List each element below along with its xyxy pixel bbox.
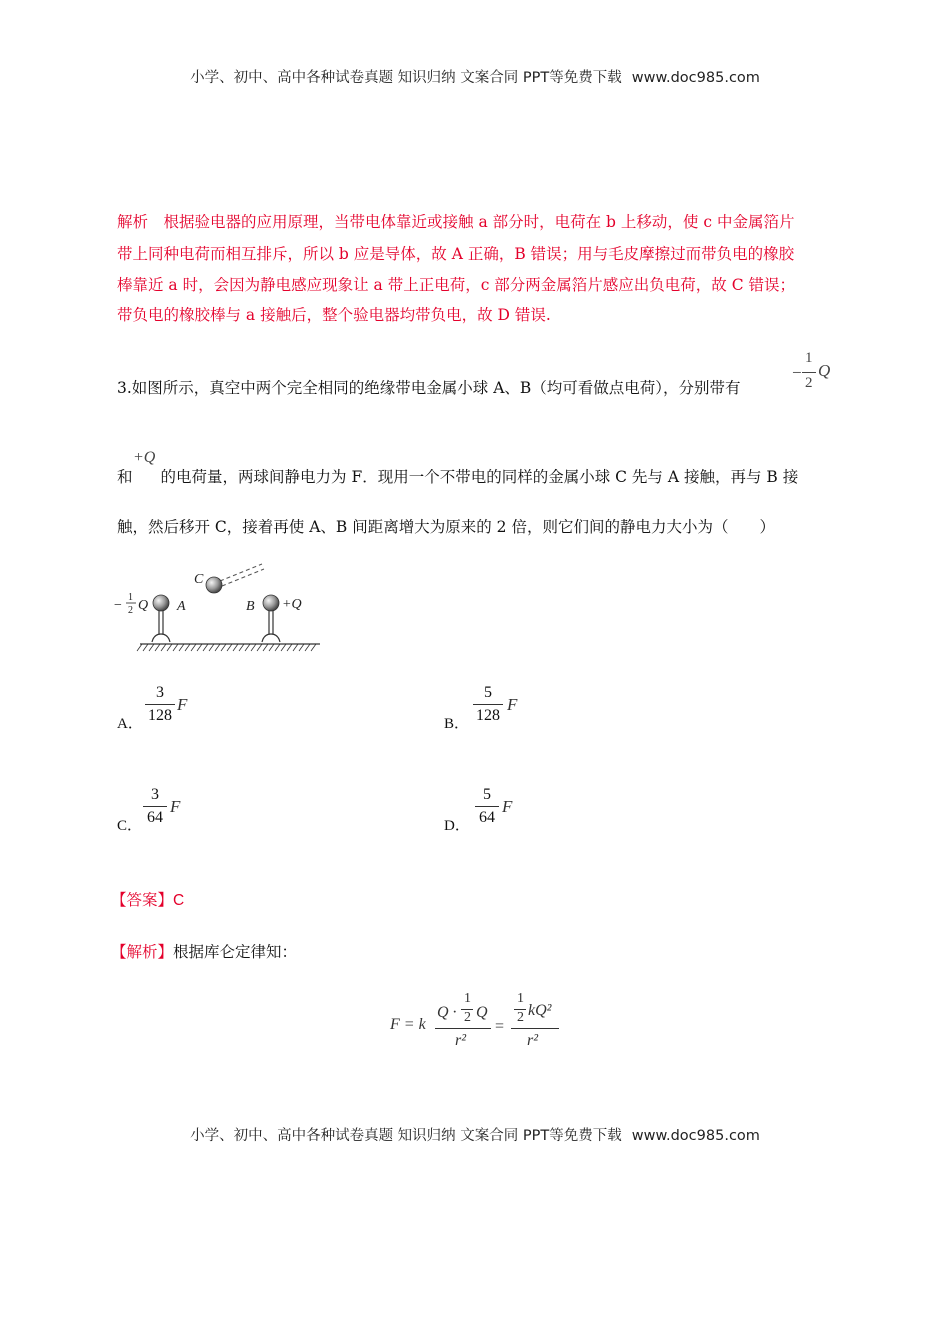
analysis-label: 解析 <box>117 213 149 231</box>
header-text: 小学、初中、高中各种试卷真题 知识归纳 文案合同 PPT等免费下载 <box>190 70 622 86</box>
figure-charged-spheres <box>110 556 330 666</box>
label-b: B <box>246 599 255 614</box>
option-a-fraction: 3 128 <box>145 684 175 725</box>
analysis-line-4: 带负电的橡胶棒与 a 接触后，整个验电器均带负电，故 D 错误. <box>117 306 551 324</box>
question-line-1: 3.如图所示，真空中两个完全相同的绝缘带电金属小球 A、B（均可看做点电荷），分别带有 <box>117 379 741 397</box>
footer-url[interactable]: www.doc985.com <box>631 1128 760 1144</box>
answer-label: 【答案】 <box>111 891 174 909</box>
sphere-b <box>263 595 279 611</box>
page-footer <box>0 1124 950 1145</box>
footer-text: 小学、初中、高中各种试卷真题 知识归纳 文案合同 PPT等免费下载 <box>190 1128 622 1144</box>
svg-text:−: − <box>114 598 122 613</box>
sphere-c <box>206 577 222 593</box>
header-url[interactable]: www.doc985.com <box>631 70 760 86</box>
answer-value: C <box>173 892 185 909</box>
analysis-line-3: 棒靠近 a 时，会因为静电感应现象让 a 带上正电荷，c 部分两金属箔片感应出负电荷，故 C 错误； <box>117 276 796 294</box>
solution-label: 【解析】 <box>111 943 174 961</box>
svg-text:1: 1 <box>128 592 133 603</box>
coulomb-equation: F = k Q · 1 2 Q r² = 1 2 kQ² r² <box>385 988 585 1058</box>
option-c-fraction: 3 64 <box>143 786 167 827</box>
label-a: A <box>177 599 186 614</box>
solution-line: 【解析】根据库仑定律知： <box>111 943 298 961</box>
question-line-3: 触，然后移开 C，接着再使 A、B 间距离增大为原来的 2 倍，则它们间的静电力大小为（ ） <box>117 518 775 536</box>
sphere-a <box>153 595 169 611</box>
svg-text:2: 2 <box>128 605 133 616</box>
question-charge-b: +Q <box>133 449 156 466</box>
answer-line <box>111 888 184 910</box>
question-line-2: 和 的电荷量，两球间静电力为 F．现用一个不带电的同样的金属小球 C 先与 A 接触，再与 B 接 <box>117 468 799 486</box>
analysis-line-1: 解析 根据验电器的应用原理，当带电体靠近或接触 a 部分时，电荷在 b 上移动，使 c 中金属箔片 <box>117 213 795 231</box>
option-b-fraction: 5 128 <box>473 684 503 725</box>
label-c: C <box>194 572 204 587</box>
svg-text:Q: Q <box>138 598 149 613</box>
analysis-line-2: 带上同种电荷而相互排斥，所以 b 应是导体，故 A 正确，B 错误；用与毛皮摩擦过而带负电的橡胶 <box>117 245 795 263</box>
page-header <box>0 66 950 87</box>
option-d-fraction: 5 64 <box>475 786 499 827</box>
charge-right: +Q <box>282 597 302 612</box>
